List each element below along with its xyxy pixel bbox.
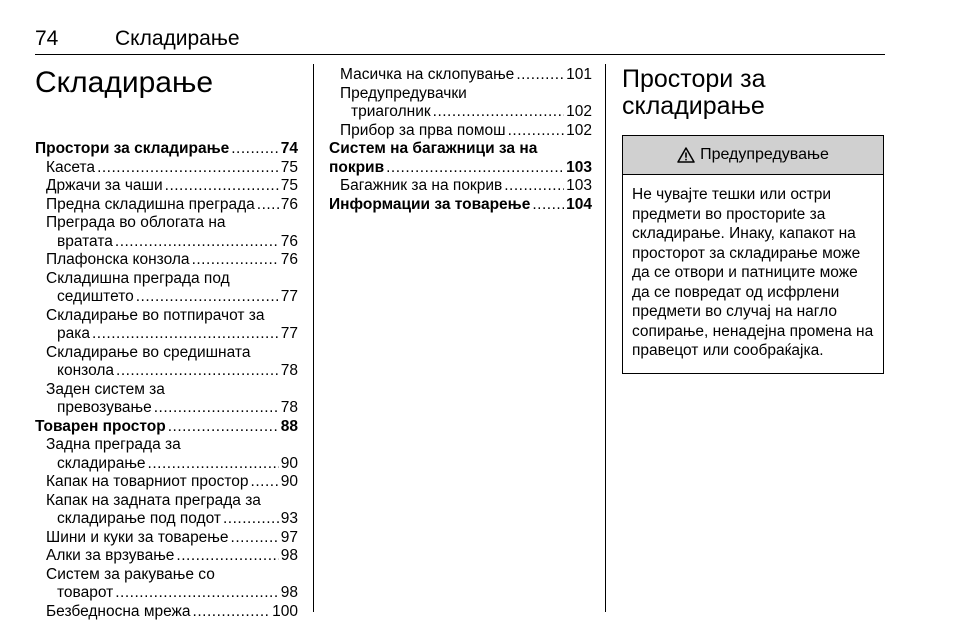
running-title: Складирање [115, 27, 240, 50]
dot-leader [532, 196, 564, 215]
toc-entry-text: Складирање во средишната [46, 343, 251, 361]
toc-page-number: 102 [566, 121, 592, 139]
toc-page-number: 90 [280, 454, 298, 472]
toc-entry [35, 603, 298, 622]
dot-leader [231, 140, 279, 159]
toc-entry-text: конзола [57, 362, 115, 379]
toc-page-number: 102 [566, 103, 592, 120]
toc-entry-text: Алки за врзување [46, 547, 175, 564]
toc-page-number: 74 [280, 140, 298, 157]
toc-page-number: 76 [280, 195, 298, 213]
toc-entry-text: Складирање во потпирачот за [46, 306, 265, 324]
toc-column-1 [35, 66, 298, 621]
dot-leader [508, 122, 565, 141]
toc-entry [329, 177, 592, 196]
toc-entry-text: Складишна преграда под [46, 269, 230, 287]
toc-entry [329, 85, 592, 122]
dot-leader [251, 473, 279, 492]
toc-entry-text: седиштето [57, 288, 134, 305]
toc-entry [35, 566, 298, 603]
toc-entry [35, 547, 298, 566]
dot-leader [516, 66, 564, 85]
toc-entry [35, 196, 298, 215]
toc-entry [35, 529, 298, 548]
toc-entry-text: Информации за товарење [329, 195, 531, 213]
toc-entry-text: Предупредувачки [340, 84, 467, 102]
section-title-line: Простори за [622, 65, 766, 93]
dot-leader [115, 584, 279, 603]
toc-entry [35, 473, 298, 492]
toc-heading-entry [329, 196, 592, 215]
toc-entry [35, 214, 298, 251]
toc-entry [35, 177, 298, 196]
toc-page-number: 78 [280, 399, 298, 416]
dot-leader [92, 325, 279, 344]
dot-leader [257, 196, 279, 215]
toc-page-number: 90 [280, 473, 298, 490]
dot-leader [97, 159, 279, 178]
toc-page-number: 75 [280, 177, 298, 194]
toc-entry-text: Шини и куки за товарење [46, 528, 229, 546]
toc-entry-text: рака [57, 325, 90, 342]
toc-page-number: 98 [280, 547, 298, 564]
toc-page-number: 76 [280, 251, 298, 268]
dot-leader [115, 233, 279, 252]
toc-page-number: 103 [566, 177, 592, 194]
toc-entry-text: Простори за складирање [35, 140, 230, 157]
toc-entry-text: Багажник за на покрив [340, 177, 503, 194]
toc-page-number: 98 [280, 584, 298, 601]
toc-page-number: 78 [280, 362, 298, 379]
toc-entry-text: Масичка на склопување [340, 66, 515, 83]
column-divider [605, 64, 606, 612]
dot-leader [148, 455, 279, 474]
toc-entry-text: Систем на багажници за на [329, 140, 538, 157]
section-title [622, 66, 884, 120]
toc-page-number: 88 [280, 417, 298, 435]
toc-column-2 [329, 66, 592, 214]
dot-leader [193, 603, 271, 622]
toc-page-number: 75 [280, 158, 298, 176]
toc-entry-text: товарот [57, 584, 114, 601]
toc-entry-text: Прибор за прва помош [340, 121, 506, 139]
warning-triangle-icon [677, 147, 695, 163]
column-divider [313, 64, 314, 612]
toc-entry-text: Предна складишна преграда [46, 195, 255, 213]
toc-heading-entry [35, 418, 298, 437]
dot-leader [136, 288, 279, 307]
dot-leader [176, 547, 278, 566]
toc-entry-text: Безбедносна мрежа [46, 602, 191, 620]
page-header [35, 26, 885, 55]
toc-entry-text: вратата [57, 232, 113, 250]
toc-entry-text: Преграда во облогата на [46, 214, 226, 231]
toc-entry [35, 344, 298, 381]
toc-entry [35, 492, 298, 529]
toc-entry [35, 251, 298, 270]
toc-entry-text: Задна преграда за [46, 436, 181, 453]
toc-entry [329, 66, 592, 85]
toc-entry [35, 436, 298, 473]
dot-leader [433, 103, 564, 122]
toc-entry-text: превозување [57, 399, 152, 416]
toc-entry-text: Заден систем за [46, 380, 165, 398]
toc-entry-text: складирање [57, 454, 146, 472]
warning-header [623, 136, 883, 175]
toc-page-number: 93 [280, 510, 298, 527]
toc-entry [35, 307, 298, 344]
toc-entry-text: складирање под подот [57, 510, 221, 527]
dot-leader [386, 159, 564, 178]
dot-leader [504, 177, 564, 196]
toc-entry-text: Касета [46, 158, 96, 176]
toc-list [35, 140, 298, 621]
warning-text: Не чувајте тешки или остри предмети во просториte за складирање. Инаку, капакот на просторот за складирање може да се отвори и патниците може да се повредат од исфрлени предмети во случај на нагло сопирање, ненадејна промена на правецот или сообраќајка. [632, 186, 874, 359]
toc-entry [35, 270, 298, 307]
toc-page-number: 104 [566, 195, 592, 213]
toc-entry-text: Држачи за чаши [46, 177, 163, 194]
toc-entry [35, 159, 298, 178]
toc-page-number: 103 [566, 158, 592, 176]
toc-heading-entry [35, 140, 298, 159]
section-title-line: складирање [622, 92, 765, 120]
toc-entry-text: триаголник [351, 103, 431, 120]
dot-leader [192, 251, 279, 270]
page-number: 74 [35, 27, 59, 50]
chapter-title: Складирање [35, 66, 214, 99]
toc-page-number: 97 [280, 528, 298, 546]
dot-leader [116, 362, 279, 381]
toc-entry-text: покрив [329, 158, 385, 176]
toc-page-number: 100 [272, 602, 298, 620]
toc-page-number: 101 [566, 66, 592, 83]
warning-box [622, 135, 884, 374]
toc-entry-text: Капак на товарниот простор [46, 473, 249, 490]
toc-page-number: 77 [280, 288, 298, 305]
dot-leader [165, 177, 279, 196]
toc-entry-text: Плафонска конзола [46, 251, 190, 268]
dot-leader [168, 418, 279, 437]
content-column [622, 66, 884, 374]
dot-leader [154, 399, 279, 418]
toc-entry-text: Систем за ракување со [46, 565, 215, 583]
toc-heading-entry [329, 140, 592, 177]
toc-list [329, 66, 592, 214]
toc-entry-text: Товарен простор [35, 417, 166, 435]
toc-page-number: 77 [280, 325, 298, 342]
toc-entry-text: Капак на задната преграда за [46, 491, 261, 509]
dot-leader [231, 529, 279, 548]
dot-leader [223, 510, 279, 529]
toc-entry [35, 381, 298, 418]
warning-heading: Предупредување [700, 145, 829, 163]
toc-page-number: 76 [280, 232, 298, 250]
toc-entry [329, 122, 592, 141]
